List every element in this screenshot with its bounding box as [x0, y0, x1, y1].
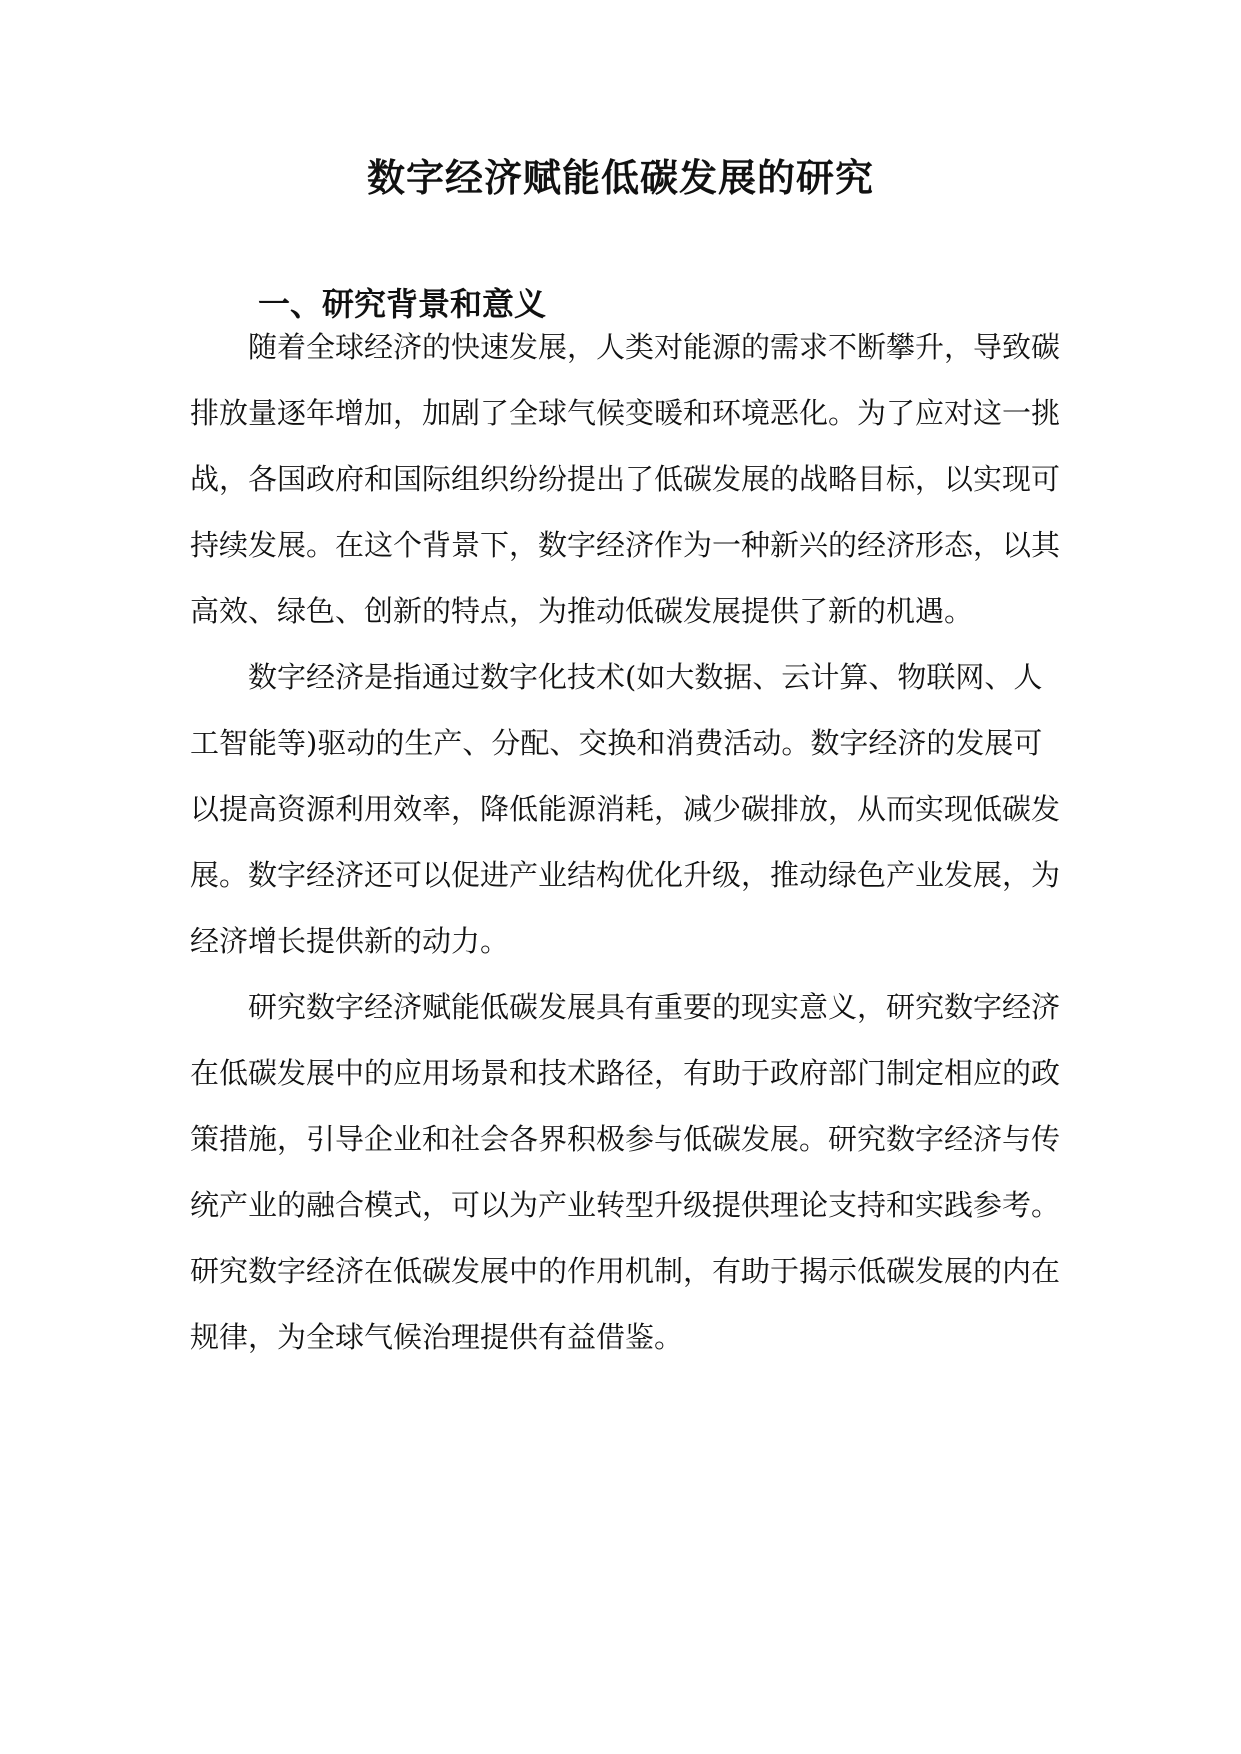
section-heading: 一、研究背景和意义 — [258, 285, 547, 323]
paragraph-2-line-3: 以提高资源利用效率，降低能源消耗，减少碳排放，从而实现低碳发 — [190, 792, 1061, 826]
paragraph-2-line-5: 经济增长提供新的动力。 — [190, 924, 510, 958]
document-title: 数字经济赋能低碳发展的研究 — [366, 155, 874, 200]
paragraph-2-line-2: 工智能等)驱动的生产、分配、交换和消费活动。数字经济的发展可 — [190, 726, 1043, 760]
paragraph-3-line-4: 统产业的融合模式，可以为产业转型升级提供理论支持和实践参考。 — [190, 1188, 1061, 1222]
paragraph-1-line-2: 排放量逐年增加，加剧了全球气候变暖和环境恶化。为了应对这一挑 — [190, 396, 1061, 430]
paragraph-3-line-3: 策措施，引导企业和社会各界积极参与低碳发展。研究数字经济与传 — [190, 1122, 1061, 1156]
paragraph-1-line-5: 高效、绿色、创新的特点，为推动低碳发展提供了新的机遇。 — [190, 594, 974, 628]
paragraph-1-line-1: 随着全球经济的快速发展，人类对能源的需求不断攀升，导致碳 — [248, 330, 1061, 364]
paragraph-3-line-2: 在低碳发展中的应用场景和技术路径，有助于政府部门制定相应的政 — [190, 1056, 1061, 1090]
paragraph-2-line-1: 数字经济是指通过数字化技术(如大数据、云计算、物联网、人 — [248, 660, 1043, 694]
paragraph-2-line-4: 展。数字经济还可以促进产业结构优化升级，推动绿色产业发展，为 — [190, 858, 1061, 892]
paragraph-3-line-5: 研究数字经济在低碳发展中的作用机制，有助于揭示低碳发展的内在 — [190, 1254, 1061, 1288]
paragraph-3-line-1: 研究数字经济赋能低碳发展具有重要的现实意义，研究数字经济 — [248, 990, 1061, 1024]
paragraph-1-line-4: 持续发展。在这个背景下，数字经济作为一种新兴的经济形态，以其 — [190, 528, 1061, 562]
paragraph-3-line-6: 规律，为全球气候治理提供有益借鉴。 — [190, 1320, 684, 1354]
paragraph-1-line-3: 战，各国政府和国际组织纷纷提出了低碳发展的战略目标，以实现可 — [190, 462, 1061, 496]
